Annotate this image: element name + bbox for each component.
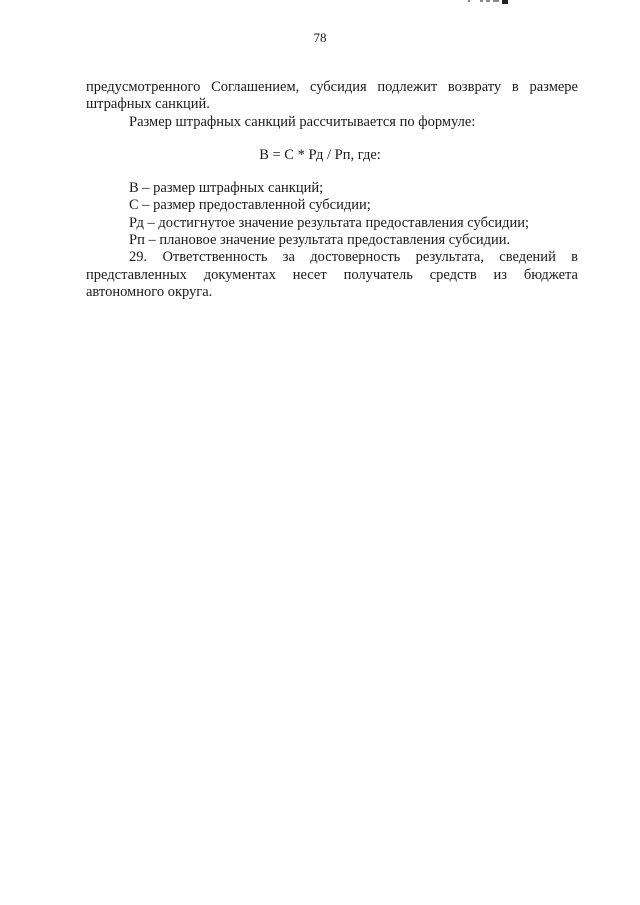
paragraph-line: автономного округа. bbox=[86, 284, 213, 300]
definition-b: В – размер штрафных санкций; bbox=[129, 180, 324, 196]
page-number: 78 bbox=[313, 30, 327, 45]
penalty-formula: В = С * Рд / Рп, где: bbox=[259, 147, 381, 163]
definition-rp: Рп – плановое значение результата предоставления субсидии. bbox=[129, 232, 511, 248]
definition-c: С – размер предоставленной субсидии; bbox=[129, 197, 371, 213]
paragraph-line: штрафных санкций. bbox=[86, 96, 210, 112]
paragraph-line: представленных документах несет получатель средств из бюджета bbox=[86, 267, 578, 283]
definition-rd: Рд – достигнутое значение результата предоставления субсидии; bbox=[129, 215, 530, 231]
scan-artifact-mark bbox=[468, 0, 510, 4]
paragraph-line: предусмотренного Соглашением, субсидия подлежит возврату в размере bbox=[86, 79, 578, 95]
paragraph-line: 29. Ответственность за достоверность результата, сведений в bbox=[129, 249, 578, 265]
formula-intro: Размер штрафных санкций рассчитывается по формуле: bbox=[129, 114, 476, 130]
